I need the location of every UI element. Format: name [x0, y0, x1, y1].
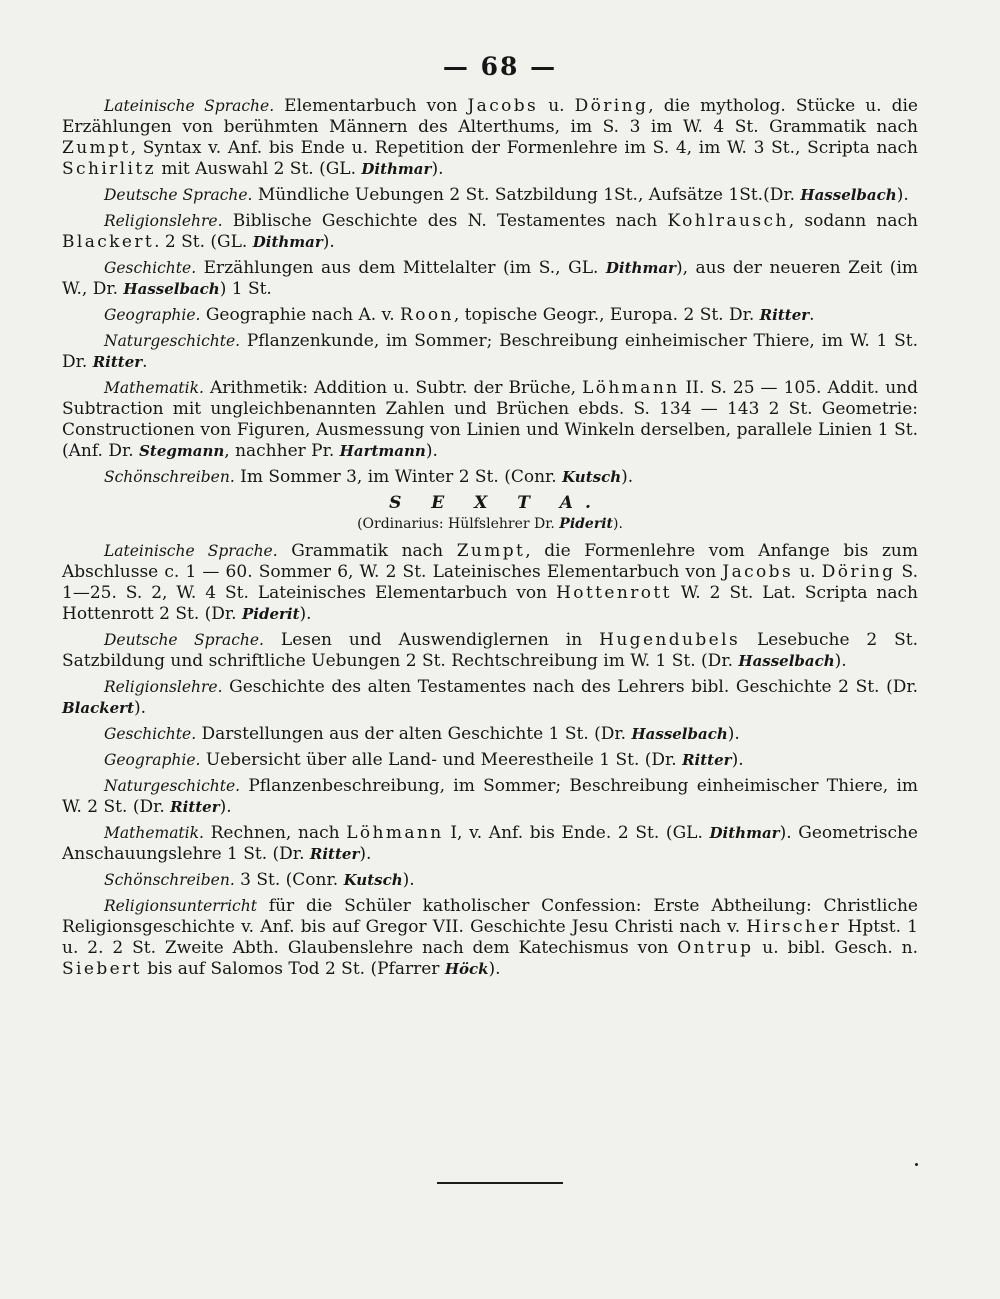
paragraph-text: Geschichte des alten Testamentes nach des Lehrers bibl. Geschichte 2 St. (Dr. — [222, 677, 918, 698]
paragraph-text: bis auf Salomos Tod 2 St. (Pfarrer — [141, 959, 445, 980]
subject-paragraph — [62, 870, 918, 891]
teacher-name: Dithmar — [252, 233, 323, 252]
paragraph-text: Elementarbuch von — [274, 96, 468, 116]
subject-label: Geschichte. — [104, 725, 197, 744]
subject-label: Mathematik. — [104, 824, 204, 843]
paragraph-text: für die Schüler katholischer Confession: Erste Abtheilung: Christliche Religionsgeschichte v. Anf. bis auf Gregor VII. Geschichte Jesu Christi nach v. — [62, 895, 918, 938]
teacher-name: Ritter — [682, 751, 732, 770]
paragraph-text: Geographie nach A. v. — [200, 305, 401, 326]
subject-paragraph — [62, 724, 918, 745]
subject-paragraph — [62, 211, 918, 253]
subject-paragraph — [62, 331, 918, 373]
teacher-name: Hasselbach — [800, 186, 897, 205]
teacher-name: Blackert — [62, 699, 134, 718]
sexta-heading: S E X T A. — [389, 492, 603, 513]
paragraph-text: , sodann nach — [788, 211, 918, 232]
paragraph-text: Pflanzenbeschreibung, im Sommer; Beschreibung einheimischer Thiere, im W. 2 St. (Dr. — [62, 776, 918, 818]
paragraph-text: . — [809, 305, 815, 326]
paragraph-text: Darstellungen aus der alten Geschichte 1 St. (Dr. — [196, 724, 632, 745]
paragraph-text: ). — [431, 159, 444, 180]
author-name: Jacobs — [467, 96, 539, 116]
subject-paragraph — [62, 258, 918, 300]
paragraph-text: Erzählungen aus dem Mittelalter (im S., GL. — [196, 258, 606, 279]
author-name: Ontrup — [677, 938, 754, 959]
page-content — [62, 96, 918, 985]
subject-label: Schönschreiben. — [104, 468, 235, 487]
paragraph-text: , die Formenlehre vom Anfange bis zum Abschlusse c. 1 — 60. Sommer 6, W. 2 St. Lateinisches Elementarbuch von — [62, 541, 918, 583]
paragraph-text: . 2 St. (GL. — [154, 232, 253, 253]
paragraph-text: Grammatik nach — [277, 541, 457, 562]
author-name: Hugendubels — [599, 630, 741, 651]
page-number: — 68 — — [442, 52, 558, 81]
paragraph-text: ). — [896, 185, 909, 206]
paragraph-text: S. 1—25. S. 2, W. 4 St. Lateinisches Elementarbuch von — [62, 562, 918, 604]
teacher-name: Kutsch — [562, 468, 622, 487]
subject-paragraph — [62, 677, 918, 719]
paragraph-text: 3 St. (Conr. — [234, 870, 344, 891]
subject-paragraph — [62, 185, 918, 206]
paragraph-text: Im Sommer 3, im Winter 2 St. (Conr. — [234, 467, 563, 488]
paragraph-text: , nachher Pr. — [224, 441, 340, 462]
paragraph-text: Pflanzenkunde, im Sommer; Beschreibung einheimischer Thiere, im W. 1 St. Dr. — [62, 330, 918, 373]
paragraph-text: II. S. 25 — 105. Addit. und Subtraction mit ungleichbenannten Zahlen und Brüchen ebds. S. 134 — 143 2 St. Geometrie: Constructionen von Figuren, Ausmessung von Linien und Winkeln derselben, parallele Linien 1 St. (Anf. Dr. — [62, 377, 918, 462]
author-name: Blackert — [62, 232, 155, 253]
teacher-name: Piderit — [242, 605, 300, 624]
paragraph-text: u. — [793, 562, 822, 583]
ordinarius-suffix: ). — [613, 516, 623, 533]
subject-paragraph — [62, 305, 918, 326]
subject-label: Mathematik. — [104, 378, 204, 397]
author-name: Löhmann — [346, 823, 444, 844]
paragraph-text: W. 2 St. Lat. Scripta nach Hottenrott 2 St. (Dr. — [62, 583, 918, 625]
paragraph-text: ). — [359, 844, 372, 865]
subject-paragraph — [62, 896, 918, 980]
ordinarius-name: Piderit — [559, 516, 613, 533]
paragraph-text: ). — [731, 750, 744, 771]
teacher-name: Hasselbach — [123, 280, 220, 299]
author-name: Jacobs — [722, 562, 794, 583]
paragraph-text: u. — [538, 96, 575, 116]
subject-paragraph — [62, 378, 918, 462]
subject-label: Geographie. — [104, 751, 201, 770]
paragraph-text: ). — [425, 441, 438, 462]
paragraph-text: ). — [299, 604, 312, 625]
author-name: Döring — [821, 562, 896, 583]
sexta-ordinarius — [62, 514, 918, 535]
author-name: Löhmann — [582, 377, 680, 398]
subject-paragraph — [62, 630, 918, 672]
teacher-name: Dithmar — [709, 824, 780, 843]
teacher-name: Ritter — [92, 353, 143, 372]
author-name: Zumpt — [62, 138, 131, 159]
paragraph-text: ). — [834, 651, 847, 672]
subject-paragraph — [62, 750, 918, 771]
author-name: Hirscher — [746, 917, 842, 938]
paragraph-text: ). — [322, 232, 335, 253]
subject-paragraph — [62, 541, 918, 625]
teacher-name: Ritter — [759, 306, 810, 325]
end-rule — [437, 1182, 563, 1184]
teacher-name: Dithmar — [605, 259, 676, 278]
paragraph-text: , topische Geogr., Europa. 2 St. Dr. — [453, 305, 760, 326]
paragraph-text: ) 1 St. — [219, 279, 272, 300]
quinta-curriculum — [62, 96, 918, 488]
ordinarius-prefix: (Ordinarius: Hülfslehrer Dr. — [357, 516, 560, 533]
paragraph-text: ). — [402, 870, 415, 891]
author-name: Siebert — [62, 959, 142, 980]
teacher-name: Stegmann — [139, 442, 225, 461]
subject-label: Deutsche Sprache. — [104, 631, 264, 650]
subject-label: Religionslehre. — [104, 678, 223, 697]
teacher-name: Hartmann — [339, 442, 426, 461]
subject-paragraph — [62, 96, 918, 180]
paragraph-text: Lesen und Auswendiglernen in — [264, 630, 600, 651]
paragraph-text: Rechnen, nach — [203, 823, 347, 844]
subject-label: Religionsunterricht — [104, 896, 257, 915]
paragraph-text: , die mytholog. Stücke u. die Erzählungen von berühmten Männern des Alterthums, im S. 3 im W. 4 St. Grammatik nach — [62, 96, 918, 138]
teacher-name: Ritter — [309, 845, 360, 864]
paragraph-text: ). — [219, 797, 232, 818]
paragraph-text: , Syntax v. Anf. bis Ende u. Repetition der Formenlehre im S. 4, im W. 3 St., Scripta nach — [130, 138, 918, 159]
subject-label: Naturgeschichte. — [104, 777, 241, 796]
paragraph-text: ). — [134, 698, 147, 719]
subject-label: Geschichte. — [104, 259, 197, 278]
teacher-name: Ritter — [170, 798, 220, 817]
subject-label: Religionslehre. — [104, 212, 223, 231]
author-name: Döring — [574, 96, 649, 116]
paragraph-text: . — [142, 352, 148, 373]
paragraph-text: ), aus der neueren Zeit (im W., Dr. — [62, 258, 918, 300]
paragraph-text: Uebersicht über alle Land- und Meerestheile 1 St. (Dr. — [200, 750, 683, 771]
author-name: Zumpt — [456, 541, 526, 562]
subject-label: Lateinische Sprache. — [104, 97, 275, 115]
subject-label: Geographie. — [104, 306, 201, 325]
paragraph-text: Lesebuche 2 St. Satzbildung und schriftliche Uebungen 2 St. Rechtschreibung im W. 1 St. (Dr. — [62, 630, 919, 672]
subject-paragraph — [62, 776, 918, 818]
paragraph-text: ). — [727, 724, 740, 745]
paragraph-text: ). — [488, 959, 501, 980]
subject-label: Lateinische Sprache. — [104, 542, 278, 561]
teacher-name: Kutsch — [343, 871, 403, 890]
paragraph-text: Hptst. 1 u. 2. 2 St. Zweite Abth. Glaubenslehre nach dem Katechismus von — [62, 917, 918, 959]
sexta-curriculum — [62, 541, 918, 980]
paragraph-text: mit Auswahl 2 St. (GL. — [155, 159, 362, 180]
author-name: Hottenrott — [556, 583, 672, 604]
paragraph-text: ). Geometrische Anschauungslehre 1 St. (Dr. — [62, 823, 918, 865]
teacher-name: Hasselbach — [631, 725, 728, 744]
teacher-name: Höck — [444, 960, 489, 979]
author-name: Roon — [400, 305, 454, 326]
ink-speck — [915, 1163, 918, 1166]
teacher-name: Dithmar — [361, 160, 432, 179]
paragraph-text: Biblische Geschichte des N. Testamentes nach — [222, 211, 668, 232]
author-name: Schirlitz — [62, 159, 156, 180]
paragraph-text: ). — [621, 467, 634, 488]
paragraph-text: u. bibl. Gesch. n. — [753, 938, 919, 959]
paragraph-text: I, v. Anf. bis Ende. 2 St. (GL. — [443, 823, 710, 844]
teacher-name: Hasselbach — [738, 652, 835, 671]
subject-label: Deutsche Sprache. — [104, 186, 253, 205]
subject-paragraph — [62, 823, 918, 865]
paragraph-text: Mündliche Uebungen 2 St. Satzbildung 1St., Aufsätze 1St.(Dr. — [252, 185, 801, 206]
subject-paragraph — [62, 467, 918, 488]
author-name: Kohlrausch — [667, 211, 789, 232]
subject-label: Schönschreiben. — [104, 871, 235, 890]
subject-label: Naturgeschichte. — [104, 331, 241, 350]
paragraph-text: Arithmetik: Addition u. Subtr. der Brüche, — [203, 377, 583, 398]
